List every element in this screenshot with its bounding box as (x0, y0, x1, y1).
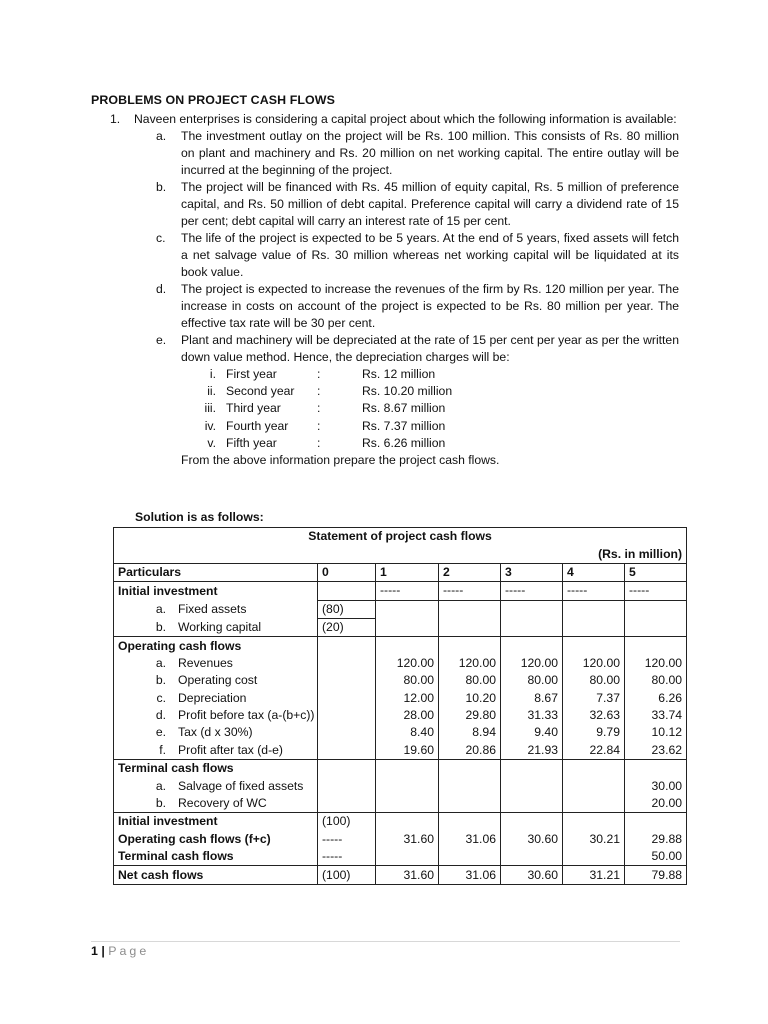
table-cell (318, 690, 376, 707)
item-letter: b. (156, 180, 167, 194)
table-cell: 31.21 (563, 866, 625, 884)
table-row (114, 795, 687, 813)
depreciation-row (91, 400, 679, 417)
item-text: The project will be financed with Rs. 45 million of equity capital, Rs. 5 million of preference capital, and Rs. 50 million of debt capital. Preference capital will carry a dividend rate of 15 per cent; debt capital will carry an interest rate of 15 per cent. (181, 180, 679, 228)
colon: : (317, 367, 321, 381)
depreciation-year: Second year (226, 384, 295, 399)
table-cell: 80.00 (563, 672, 625, 689)
depreciation-year: Fourth year (226, 418, 289, 433)
table-cell (563, 777, 625, 794)
table-cell: 80.00 (501, 672, 563, 689)
section-label: Terminal cash flows (114, 760, 318, 778)
table-cell (318, 724, 376, 741)
row-letter: a. (155, 778, 166, 793)
table-cell: 31.60 (376, 866, 439, 884)
table-cell (318, 582, 376, 600)
table-row (114, 777, 687, 794)
table-row (114, 618, 687, 636)
table-caption-row (114, 528, 687, 546)
row-label-text: Depreciation (178, 690, 247, 705)
section-label: Initial investment (114, 582, 318, 600)
table-cell (376, 813, 439, 831)
row-label (114, 795, 318, 813)
table-cell (376, 848, 439, 866)
depreciation-year: First year (226, 367, 277, 381)
table-cell (318, 707, 376, 724)
table-cell: 30.60 (501, 866, 563, 884)
table-cell: 30.00 (625, 777, 687, 794)
column-header: 2 (439, 563, 501, 581)
colon: : (317, 418, 321, 433)
table-unit-row (114, 545, 687, 563)
table-cell (318, 672, 376, 689)
item-letter: d. (156, 282, 167, 296)
table-cell: 31.06 (439, 831, 501, 848)
table-cell: 8.94 (439, 724, 501, 741)
item-text: Plant and machinery will be depreciated at the rate of 15 per cent per year as per the written down value method. Hence, the depreciation charges will be: (181, 333, 679, 364)
row-label-text: Profit before tax (a-(b+c)) (178, 708, 315, 723)
table-cell: 9.40 (501, 724, 563, 741)
table-cell (563, 848, 625, 866)
row-letter: a. (155, 655, 166, 670)
table-cell: ----- (318, 831, 376, 848)
table-cell (376, 795, 439, 813)
roman-numeral: ii. (207, 384, 216, 399)
table-cell (501, 777, 563, 794)
table-cell (439, 848, 501, 866)
row-letter: e. (155, 725, 166, 740)
table-cell (625, 618, 687, 636)
table-row (114, 760, 687, 778)
table-cell: 28.00 (376, 707, 439, 724)
table-unit: (Rs. in million) (114, 545, 687, 563)
table-cell: 22.84 (563, 742, 625, 760)
table-cell: 7.37 (563, 690, 625, 707)
table-caption: Statement of project cash flows (114, 528, 687, 546)
section-label: Operating cash flows (114, 637, 318, 655)
table-cell: 120.00 (439, 655, 501, 672)
row-label-text: Salvage of fixed assets (178, 778, 304, 793)
row-letter: f. (159, 742, 166, 757)
table-cell (625, 600, 687, 618)
row-label-text: Profit after tax (d-e) (178, 742, 283, 757)
table-cell (439, 618, 501, 636)
row-letter: d. (155, 708, 166, 723)
table-cell: 120.00 (501, 655, 563, 672)
list-item (91, 332, 679, 366)
table-cell: ----- (318, 848, 376, 866)
row-label (114, 707, 318, 724)
table-cell (501, 600, 563, 618)
table-cell: 120.00 (625, 655, 687, 672)
table-cell: 120.00 (376, 655, 439, 672)
table-cell (501, 795, 563, 813)
row-label-text: Tax (d x 30%) (178, 725, 253, 740)
list-item (91, 128, 679, 179)
table-cell (318, 777, 376, 794)
table-cell (376, 600, 439, 618)
footer-divider (91, 941, 680, 942)
table-cell (439, 600, 501, 618)
table-cell: 20.00 (625, 795, 687, 813)
column-header: 0 (318, 563, 376, 581)
table-cell: 19.60 (376, 742, 439, 760)
table-cell (376, 637, 439, 655)
item-text: The project is expected to increase the revenues of the firm by Rs. 120 million per year. The increase in costs on account of the project is expected to be Rs. 80 million per year. The effective tax rate will be 30 per cent. (181, 282, 679, 330)
row-label: Terminal cash flows (114, 848, 318, 866)
table-cell: ----- (439, 582, 501, 600)
column-header: 5 (625, 563, 687, 581)
table-cell: 6.26 (625, 690, 687, 707)
item-letter: a. (156, 129, 167, 143)
row-label (114, 724, 318, 741)
table-cell (625, 813, 687, 831)
roman-numeral: iv. (204, 418, 216, 433)
closing-instruction: From the above information prepare the project cash flows. (181, 452, 500, 467)
table-row (114, 831, 687, 848)
depreciation-row (91, 383, 679, 400)
row-letter: c. (156, 690, 166, 705)
row-letter: a. (155, 601, 166, 616)
table-row (114, 813, 687, 831)
table-cell: ----- (501, 582, 563, 600)
solution-label: Solution is as follows: (135, 510, 264, 524)
table-cell (501, 618, 563, 636)
depreciation-row (91, 366, 679, 383)
table-cell (501, 760, 563, 778)
table-row (114, 742, 687, 760)
table-row (114, 582, 687, 600)
table-cell: 120.00 (563, 655, 625, 672)
table-cell: 30.60 (501, 831, 563, 848)
item-letter: e. (156, 333, 167, 347)
table-cell: 10.20 (439, 690, 501, 707)
table-cell (439, 813, 501, 831)
column-header: 4 (563, 563, 625, 581)
table-row (114, 637, 687, 655)
table-cell: 33.74 (625, 707, 687, 724)
table-cell (318, 795, 376, 813)
column-header: 1 (376, 563, 439, 581)
table-cell (563, 795, 625, 813)
table-cell (318, 637, 376, 655)
table-row (114, 724, 687, 741)
column-header: Particulars (114, 563, 318, 581)
table-cell: 8.67 (501, 690, 563, 707)
page-number: 1 (91, 944, 98, 958)
table-cell (439, 637, 501, 655)
table-cell: 12.00 (376, 690, 439, 707)
depreciation-amount: Rs. 10.20 million (362, 384, 453, 399)
table-cell (563, 760, 625, 778)
colon: : (317, 384, 321, 399)
cash-flow-table (113, 527, 687, 885)
table-cell: 31.06 (439, 866, 501, 884)
table-cell: 21.93 (501, 742, 563, 760)
row-label (114, 672, 318, 689)
list-item (91, 230, 679, 281)
table-cell (318, 742, 376, 760)
row-label-text: Operating cost (178, 673, 258, 688)
table-cell: ----- (376, 582, 439, 600)
row-letter: b. (155, 673, 166, 688)
roman-numeral: i. (209, 367, 216, 381)
row-label (114, 655, 318, 672)
table-cell (439, 760, 501, 778)
depreciation-amount: Rs. 12 million (362, 367, 436, 381)
row-label (114, 777, 318, 794)
row-label-text: Fixed assets (178, 601, 247, 616)
table-cell (563, 637, 625, 655)
page-footer (91, 944, 149, 958)
table-row (114, 848, 687, 866)
table-cell: 20.86 (439, 742, 501, 760)
table-row (114, 690, 687, 707)
row-label (114, 600, 318, 618)
roman-numeral: v. (207, 435, 216, 450)
table-cell: 50.00 (625, 848, 687, 866)
depreciation-row (91, 418, 679, 435)
table-row (114, 655, 687, 672)
row-label (114, 618, 318, 636)
table-cell: (100) (318, 866, 376, 884)
table-cell (563, 600, 625, 618)
table-cell: ----- (563, 582, 625, 600)
table-cell: 80.00 (439, 672, 501, 689)
table-cell (376, 760, 439, 778)
table-cell (625, 760, 687, 778)
depreciation-amount: Rs. 8.67 million (362, 401, 446, 416)
row-label: Operating cash flows (f+c) (114, 831, 318, 848)
table-cell: ----- (625, 582, 687, 600)
table-cell: 79.88 (625, 866, 687, 884)
page-title: PROBLEMS ON PROJECT CASH FLOWS (91, 93, 335, 107)
item-text: The life of the project is expected to be 5 years. At the end of 5 years, fixed assets will fetch a net salvage value of Rs. 30 million whereas net working capital will be liquidated at its book value. (181, 231, 679, 279)
table-cell (439, 777, 501, 794)
table-cell: 10.12 (625, 724, 687, 741)
depreciation-schedule (91, 366, 679, 452)
question-number: 1. (110, 112, 121, 126)
row-letter: b. (155, 796, 166, 811)
table-cell (501, 848, 563, 866)
table-row (114, 866, 687, 884)
table-cell (318, 655, 376, 672)
roman-numeral: iii. (204, 401, 216, 416)
table-cell: (80) (318, 600, 376, 618)
colon: : (317, 435, 321, 450)
table-row (114, 600, 687, 618)
row-label-text: Working capital (178, 619, 262, 634)
table-row (114, 707, 687, 724)
question-1 (91, 111, 679, 469)
table-cell (501, 637, 563, 655)
table-cell (625, 637, 687, 655)
table-cell: 8.40 (376, 724, 439, 741)
table-cell: 9.79 (563, 724, 625, 741)
depreciation-year: Third year (226, 401, 281, 416)
footer-separator: | (101, 944, 105, 958)
table-cell: 31.33 (501, 707, 563, 724)
item-text: The investment outlay on the project will be Rs. 100 million. This consists of Rs. 80 million on plant and machinery and Rs. 20 million on net working capital. The entire outlay will be incurred at the beginning of the project. (181, 129, 679, 177)
row-label: Initial investment (114, 813, 318, 831)
row-label-text: Recovery of WC (178, 796, 267, 811)
table-cell (376, 777, 439, 794)
column-header: 3 (501, 563, 563, 581)
table-cell: (100) (318, 813, 376, 831)
question-items (91, 128, 679, 366)
table-cell (376, 618, 439, 636)
item-letter: c. (156, 231, 166, 245)
depreciation-year: Fifth year (226, 435, 277, 450)
table-cell: 80.00 (625, 672, 687, 689)
row-label-text: Revenues (178, 655, 233, 670)
depreciation-amount: Rs. 6.26 million (362, 435, 446, 450)
depreciation-amount: Rs. 7.37 million (362, 418, 446, 433)
table-cell (318, 760, 376, 778)
table-row (114, 672, 687, 689)
table-cell: 30.21 (563, 831, 625, 848)
depreciation-row (91, 435, 679, 452)
row-label: Net cash flows (114, 866, 318, 884)
table-cell: 29.88 (625, 831, 687, 848)
table-cell (563, 618, 625, 636)
row-label (114, 690, 318, 707)
table-cell: 32.63 (563, 707, 625, 724)
row-letter: b. (155, 619, 166, 634)
table-cell: (20) (318, 618, 376, 636)
table-cell (501, 813, 563, 831)
table-cell: 23.62 (625, 742, 687, 760)
table-cell (439, 795, 501, 813)
table-cell (563, 813, 625, 831)
row-label (114, 742, 318, 760)
question-intro: Naveen enterprises is considering a capital project about which the following information is available: (134, 112, 677, 126)
list-item (91, 281, 679, 332)
list-item (91, 179, 679, 230)
table-cell: 29.80 (439, 707, 501, 724)
table-cell: 80.00 (376, 672, 439, 689)
page-word: Page (108, 944, 150, 958)
table-cell: 31.60 (376, 831, 439, 848)
colon: : (317, 401, 321, 416)
table-header-row (114, 563, 687, 581)
